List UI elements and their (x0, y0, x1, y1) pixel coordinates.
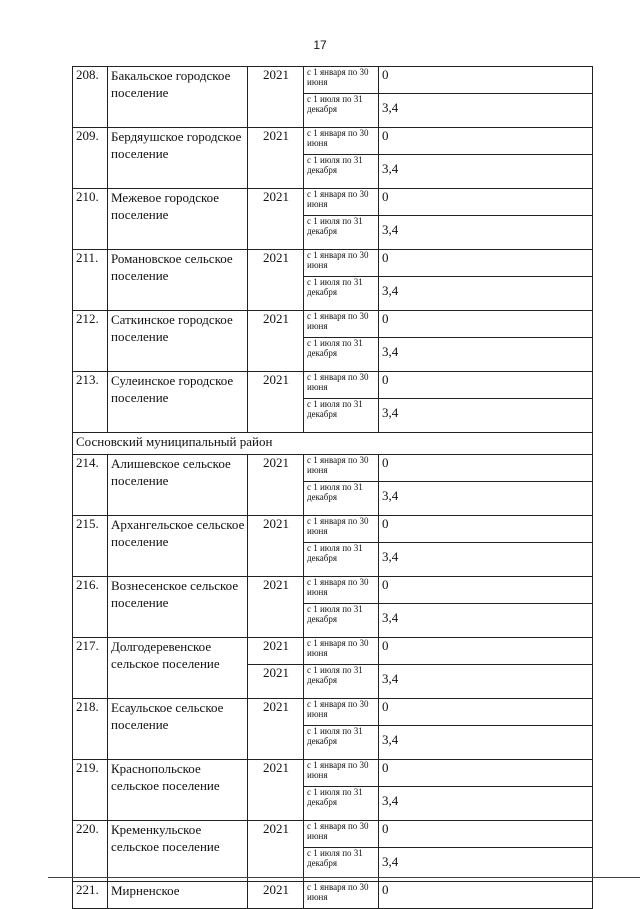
period-first-half: с 1 января по 30 июня (304, 821, 379, 848)
period-first-half: с 1 января по 30 июня (304, 189, 379, 216)
table-row (73, 250, 593, 277)
row-number: 214. (73, 455, 108, 516)
year-cell: 2021 (248, 189, 304, 250)
settlement-name: Алишевское сельское поселение (108, 455, 248, 516)
period-second-half: с 1 июля по 31 декабря (304, 482, 379, 516)
row-number: 215. (73, 516, 108, 577)
rate-value: 0 (379, 760, 593, 787)
rate-value: 3,4 (379, 338, 593, 372)
table-row (73, 372, 593, 399)
row-number: 212. (73, 311, 108, 372)
period-second-half: с 1 июля по 31 декабря (304, 277, 379, 311)
year-cell: 2021 (248, 699, 304, 760)
row-number: 218. (73, 699, 108, 760)
rate-value: 0 (379, 516, 593, 543)
table-row (73, 516, 593, 543)
rate-value: 3,4 (379, 726, 593, 760)
period-first-half: с 1 января по 30 июня (304, 882, 379, 909)
period-second-half: с 1 июля по 31 декабря (304, 94, 379, 128)
rate-value: 0 (379, 189, 593, 216)
row-number: 209. (73, 128, 108, 189)
district-name: Сосновский муниципальный район (73, 433, 593, 455)
settlement-name: Кременкульское сельское поселение (108, 821, 248, 882)
rate-value: 0 (379, 372, 593, 399)
period-second-half: с 1 июля по 31 декабря (304, 399, 379, 433)
year-cell: 2021 (248, 67, 304, 128)
settlement-name: Сулеинское городское поселение (108, 372, 248, 433)
settlement-name: Мирненское (108, 882, 248, 909)
settlement-name: Романовское сельское поселение (108, 250, 248, 311)
period-second-half: с 1 июля по 31 декабря (304, 848, 379, 882)
row-number: 219. (73, 760, 108, 821)
footer-divider (48, 877, 640, 878)
row-number: 208. (73, 67, 108, 128)
period-first-half: с 1 января по 30 июня (304, 372, 379, 399)
period-first-half: с 1 января по 30 июня (304, 311, 379, 338)
table-row (73, 455, 593, 482)
row-number: 216. (73, 577, 108, 638)
year-cell: 2021 (248, 882, 304, 909)
year-cell: 2021 (248, 821, 304, 882)
row-number: 213. (73, 372, 108, 433)
settlement-name: Саткинское городское поселение (108, 311, 248, 372)
rate-value: 0 (379, 67, 593, 94)
table-row (73, 821, 593, 848)
district-row (73, 433, 593, 455)
rate-value: 0 (379, 699, 593, 726)
settlement-name: Краснопольское сельское поселение (108, 760, 248, 821)
table-row (73, 67, 593, 94)
settlement-name: Есаульское сельское поселение (108, 699, 248, 760)
period-first-half: с 1 января по 30 июня (304, 250, 379, 277)
tariff-table (72, 66, 593, 909)
page-number: 17 (313, 38, 327, 52)
rate-value: 0 (379, 250, 593, 277)
year-cell: 2021 (248, 577, 304, 638)
row-number: 220. (73, 821, 108, 882)
rate-value: 0 (379, 311, 593, 338)
table-row (73, 128, 593, 155)
rate-value: 0 (379, 577, 593, 604)
period-second-half: с 1 июля по 31 декабря (304, 543, 379, 577)
rate-value: 3,4 (379, 399, 593, 433)
row-number: 210. (73, 189, 108, 250)
table-row (73, 760, 593, 787)
year-cell: 2021 (248, 311, 304, 372)
period-second-half: с 1 июля по 31 декабря (304, 665, 379, 699)
rate-value: 0 (379, 128, 593, 155)
table-row (73, 882, 593, 909)
period-second-half: с 1 июля по 31 декабря (304, 155, 379, 189)
period-second-half: с 1 июля по 31 декабря (304, 726, 379, 760)
row-number: 217. (73, 638, 108, 699)
row-number: 211. (73, 250, 108, 311)
year-cell: 2021 (248, 455, 304, 516)
table-row (73, 311, 593, 338)
year-cell: 2021 (248, 665, 304, 699)
rate-value: 0 (379, 882, 593, 909)
year-cell: 2021 (248, 128, 304, 189)
year-cell: 2021 (248, 250, 304, 311)
period-second-half: с 1 июля по 31 декабря (304, 604, 379, 638)
period-second-half: с 1 июля по 31 декабря (304, 338, 379, 372)
rate-value: 3,4 (379, 665, 593, 699)
settlement-name: Архангельское сельское поселение (108, 516, 248, 577)
settlement-name: Долгодеревенское сельское поселение (108, 638, 248, 699)
rate-value: 3,4 (379, 482, 593, 516)
table-row (73, 699, 593, 726)
rate-value: 0 (379, 821, 593, 848)
rate-value: 3,4 (379, 216, 593, 250)
rate-value: 3,4 (379, 94, 593, 128)
rate-value: 0 (379, 638, 593, 665)
period-first-half: с 1 января по 30 июня (304, 455, 379, 482)
period-first-half: с 1 января по 30 июня (304, 760, 379, 787)
rate-value: 3,4 (379, 277, 593, 311)
rate-value: 3,4 (379, 848, 593, 882)
year-cell: 2021 (248, 638, 304, 665)
row-number: 221. (73, 882, 108, 909)
period-first-half: с 1 января по 30 июня (304, 699, 379, 726)
year-cell: 2021 (248, 372, 304, 433)
settlement-name: Бердяушское городское поселение (108, 128, 248, 189)
settlement-name: Межевое городское поселение (108, 189, 248, 250)
period-second-half: с 1 июля по 31 декабря (304, 787, 379, 821)
table-row (73, 577, 593, 604)
period-first-half: с 1 января по 30 июня (304, 577, 379, 604)
period-first-half: с 1 января по 30 июня (304, 516, 379, 543)
table-row (73, 638, 593, 665)
rate-value: 3,4 (379, 155, 593, 189)
year-cell: 2021 (248, 760, 304, 821)
period-second-half: с 1 июля по 31 декабря (304, 216, 379, 250)
rate-value: 3,4 (379, 787, 593, 821)
rate-value: 0 (379, 455, 593, 482)
period-first-half: с 1 января по 30 июня (304, 128, 379, 155)
rate-value: 3,4 (379, 604, 593, 638)
rate-value: 3,4 (379, 543, 593, 577)
period-first-half: с 1 января по 30 июня (304, 638, 379, 665)
settlement-name: Вознесенское сельское поселение (108, 577, 248, 638)
settlement-name: Бакальское городское поселение (108, 67, 248, 128)
year-cell: 2021 (248, 516, 304, 577)
period-first-half: с 1 января по 30 июня (304, 67, 379, 94)
table-row (73, 189, 593, 216)
